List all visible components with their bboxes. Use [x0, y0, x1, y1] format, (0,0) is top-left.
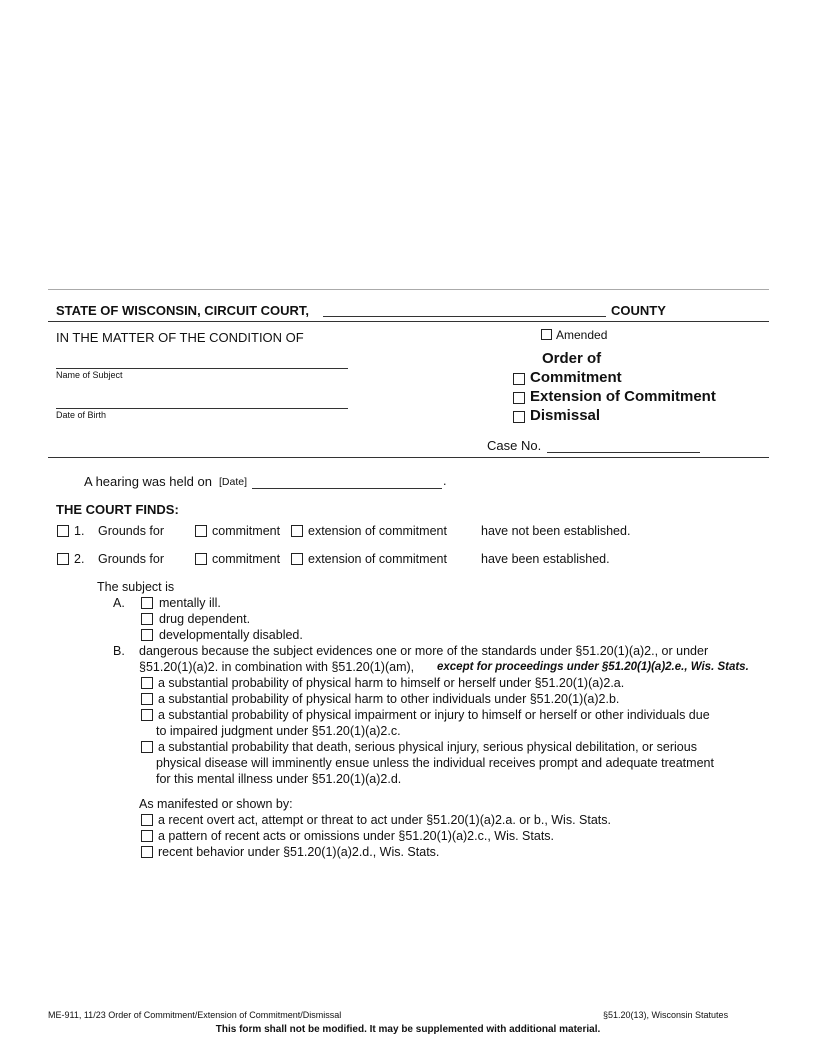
impairment-label-line1: a substantial probability of physical impairment or injury to himself or herself or other individuals due — [158, 708, 710, 722]
death-injury-label-line1: a substantial probability that death, serious physical injury, serious physical debilitation, or serious — [158, 740, 697, 754]
impairment-label-line2: to impaired judgment under §51.20(1)(a)2.c. — [156, 724, 401, 738]
state-court-label: STATE OF WISCONSIN, CIRCUIT COURT, — [56, 303, 310, 318]
death-injury-label-line3: for this mental illness under §51.20(1)(a)2.d. — [156, 772, 402, 786]
amended-label: Amended — [556, 328, 608, 342]
subject-intro: The subject is — [97, 580, 175, 594]
dangerous-line1: dangerous because the subject evidences one or more of the standards under §51.20(1)(a)2., or under — [139, 644, 709, 658]
case-no-input[interactable] — [547, 438, 700, 453]
county-label: COUNTY — [611, 303, 666, 318]
subject-name-input[interactable] — [56, 354, 348, 369]
extension-title: Extension of Commitment — [530, 388, 716, 405]
overt-act-checkbox[interactable] — [141, 814, 153, 826]
harm-self-label: a substantial probability of physical harm to himself or herself under §51.20(1)(a)2.a. — [158, 676, 625, 690]
top-rule — [48, 289, 769, 290]
header-rule — [48, 321, 769, 322]
finding1-number: 1. — [74, 524, 85, 538]
date-of-birth-label: Date of Birth — [56, 410, 107, 420]
finding2-extension-label: extension of commitment — [308, 552, 447, 566]
harm-others-label: a substantial probability of physical harm to other individuals under §51.20(1)(a)2.b. — [158, 692, 620, 706]
developmentally-disabled-label: developmentally disabled. — [159, 628, 303, 642]
recent-behavior-checkbox[interactable] — [141, 846, 153, 858]
manifested-label: As manifested or shown by: — [139, 797, 293, 811]
footer-form-id: ME-911, 11/23 Order of Commitment/Extension of Commitment/Dismissal — [48, 1010, 342, 1020]
finding2-grounds: Grounds for — [98, 552, 165, 566]
finding1-commitment-checkbox[interactable] — [195, 525, 207, 537]
date-of-birth-input[interactable] — [56, 394, 348, 409]
finding1-extension-label: extension of commitment — [308, 524, 447, 538]
finding2-result: have been established. — [481, 552, 610, 566]
footer-statute: §51.20(13), Wisconsin Statutes — [603, 1010, 729, 1020]
hearing-date-input[interactable] — [252, 474, 442, 489]
finding2-commitment-checkbox[interactable] — [195, 553, 207, 565]
finding2-commitment-label: commitment — [212, 552, 281, 566]
overt-act-label: a recent overt act, attempt or threat to act under §51.20(1)(a)2.a. or b., Wis. Stats. — [158, 813, 611, 827]
finding1-checkbox[interactable] — [57, 525, 69, 537]
court-finds-heading: THE COURT FINDS: — [56, 502, 179, 517]
death-injury-label-line2: physical disease will imminently ensue unless the individual receives prompt and adequate treatment — [156, 756, 714, 770]
developmentally-disabled-checkbox[interactable] — [141, 629, 153, 641]
matter-label: IN THE MATTER OF THE CONDITION OF — [56, 330, 304, 345]
dangerous-line2: §51.20(1)(a)2. in combination with §51.20(1)(am), — [139, 660, 415, 674]
finding1-grounds: Grounds for — [98, 524, 165, 538]
drug-dependent-checkbox[interactable] — [141, 613, 153, 625]
hearing-date-label: [Date] — [219, 476, 248, 488]
impairment-checkbox[interactable] — [141, 709, 153, 721]
finding1-result: have not been established. — [481, 524, 631, 538]
hearing-suffix: . — [443, 474, 447, 488]
hearing-prefix: A hearing was held on — [84, 474, 212, 489]
dismissal-title: Dismissal — [530, 407, 601, 424]
footer-notice: This form shall not be modified. It may be supplemented with additional material. — [215, 1024, 601, 1035]
harm-others-checkbox[interactable] — [141, 693, 153, 705]
dismissal-checkbox[interactable] — [513, 411, 525, 423]
county-input[interactable] — [323, 302, 606, 317]
mentally-ill-label: mentally ill. — [159, 596, 221, 610]
pattern-acts-label: a pattern of recent acts or omissions under §51.20(1)(a)2.c., Wis. Stats. — [158, 829, 555, 843]
caption-rule — [48, 457, 769, 458]
subject-a-label: A. — [113, 596, 125, 610]
harm-self-checkbox[interactable] — [141, 677, 153, 689]
commitment-title: Commitment — [530, 369, 622, 386]
finding2-number: 2. — [74, 552, 85, 566]
finding2-checkbox[interactable] — [57, 553, 69, 565]
order-of-title: Order of — [542, 350, 602, 367]
finding1-commitment-label: commitment — [212, 524, 281, 538]
death-injury-checkbox[interactable] — [141, 741, 153, 753]
recent-behavior-label: recent behavior under §51.20(1)(a)2.d., Wis. Stats. — [158, 845, 440, 859]
finding1-extension-checkbox[interactable] — [291, 525, 303, 537]
finding2-extension-checkbox[interactable] — [291, 553, 303, 565]
extension-checkbox[interactable] — [513, 392, 525, 404]
mentally-ill-checkbox[interactable] — [141, 597, 153, 609]
pattern-acts-checkbox[interactable] — [141, 830, 153, 842]
drug-dependent-label: drug dependent. — [159, 612, 251, 626]
name-of-subject-label: Name of Subject — [56, 370, 123, 380]
amended-checkbox[interactable] — [541, 329, 552, 340]
commitment-checkbox[interactable] — [513, 373, 525, 385]
case-no-label: Case No. — [487, 438, 542, 453]
subject-b-label: B. — [113, 644, 125, 658]
dangerous-line2-emphasis: except for proceedings under §51.20(1)(a)2.e., Wis. Stats. — [437, 661, 749, 673]
